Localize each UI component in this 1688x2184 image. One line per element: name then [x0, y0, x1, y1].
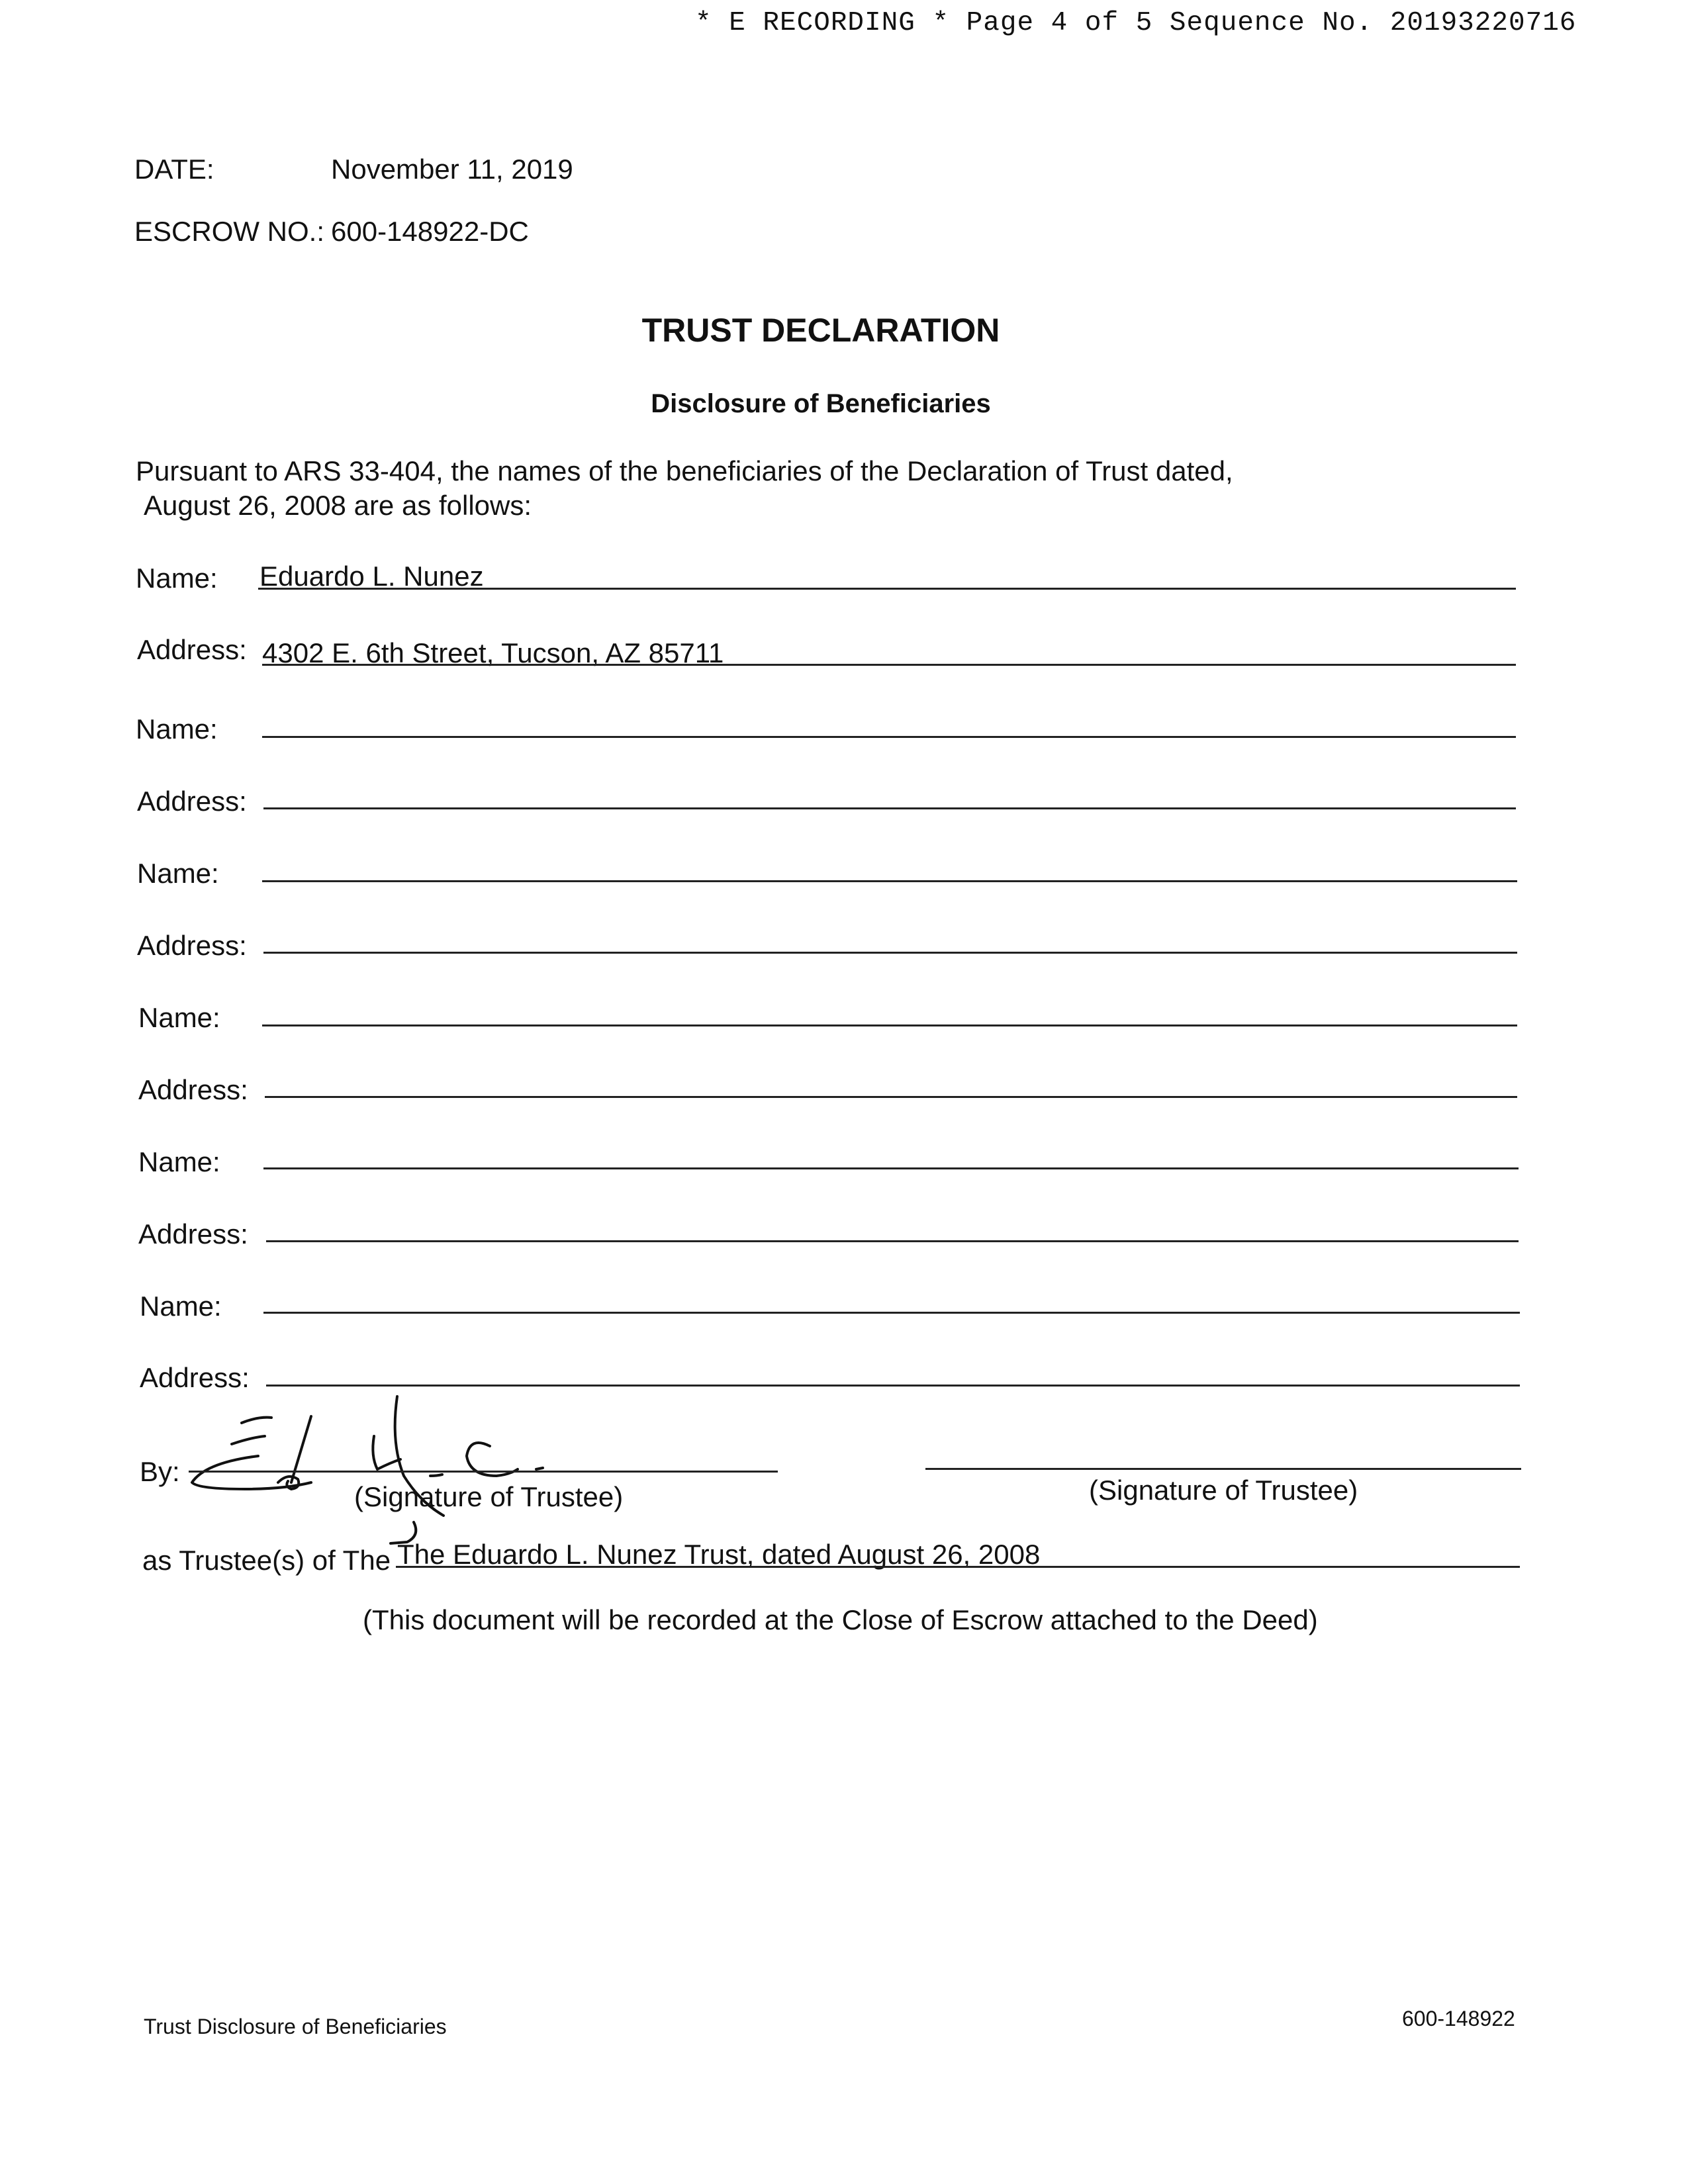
name-label: Name: — [138, 1002, 220, 1033]
name-line — [262, 736, 1516, 738]
date-label: DATE: — [134, 154, 214, 185]
name-label: Name: — [140, 1291, 222, 1322]
address-line — [263, 952, 1517, 954]
address-label: Address: — [138, 1218, 248, 1250]
address-label: Address: — [137, 786, 247, 817]
address-label: Address: — [137, 930, 247, 961]
address-label: Address: — [137, 634, 247, 665]
footer-left: Trust Disclosure of Beneficiaries — [144, 2015, 447, 2038]
name-line — [262, 880, 1517, 882]
address-line — [265, 1096, 1517, 1098]
trustee-signature — [179, 1390, 642, 1549]
signature-caption-2: (Signature of Trustee) — [1089, 1475, 1358, 1506]
address-line — [266, 1385, 1520, 1387]
name-label: Name: — [137, 858, 219, 889]
signature-line-2 — [925, 1468, 1521, 1470]
recording-note: (This document will be recorded at the Close of Escrow attached to the Deed) — [363, 1604, 1318, 1635]
name-label: Name: — [138, 1146, 220, 1177]
intro-line-2: August 26, 2008 are as follows: — [144, 490, 532, 521]
beneficiary-address: 4302 E. 6th Street, Tucson, AZ 85711 — [262, 637, 724, 668]
trust-name-line — [396, 1566, 1520, 1568]
name-label: Name: — [136, 713, 218, 745]
signature-line-1 — [189, 1471, 778, 1473]
name-line — [258, 588, 1516, 590]
page-title: TRUST DECLARATION — [641, 312, 1000, 349]
address-line — [262, 664, 1516, 666]
trustee-of-label: as Trustee(s) of The — [142, 1545, 391, 1576]
address-line — [266, 1240, 1519, 1242]
name-line — [263, 1312, 1520, 1314]
page-subtitle: Disclosure of Beneficiaries — [651, 389, 991, 418]
escrow-value: 600-148922-DC — [331, 216, 529, 247]
signature-caption-1: (Signature of Trustee) — [354, 1481, 624, 1512]
address-label: Address: — [140, 1362, 250, 1393]
trust-name: The Eduardo L. Nunez Trust, dated August 26, 2008 — [397, 1539, 1041, 1570]
date-value: November 11, 2019 — [331, 154, 573, 185]
footer-right: 600-148922 — [1402, 2007, 1515, 2030]
address-line — [263, 807, 1516, 809]
by-label: By: — [140, 1456, 180, 1487]
name-label: Name: — [136, 563, 218, 594]
intro-line-1: Pursuant to ARS 33-404, the names of the beneficiaries of the Declaration of Trust dated, — [136, 455, 1233, 486]
name-line — [263, 1167, 1519, 1169]
address-label: Address: — [138, 1074, 248, 1105]
beneficiary-name: Eduardo L. Nunez — [259, 561, 484, 592]
name-line — [262, 1024, 1517, 1026]
escrow-label: ESCROW NO.: — [134, 216, 325, 247]
recording-stamp: * E RECORDING * Page 4 of 5 Sequence No. 20193220716 — [695, 8, 1577, 38]
